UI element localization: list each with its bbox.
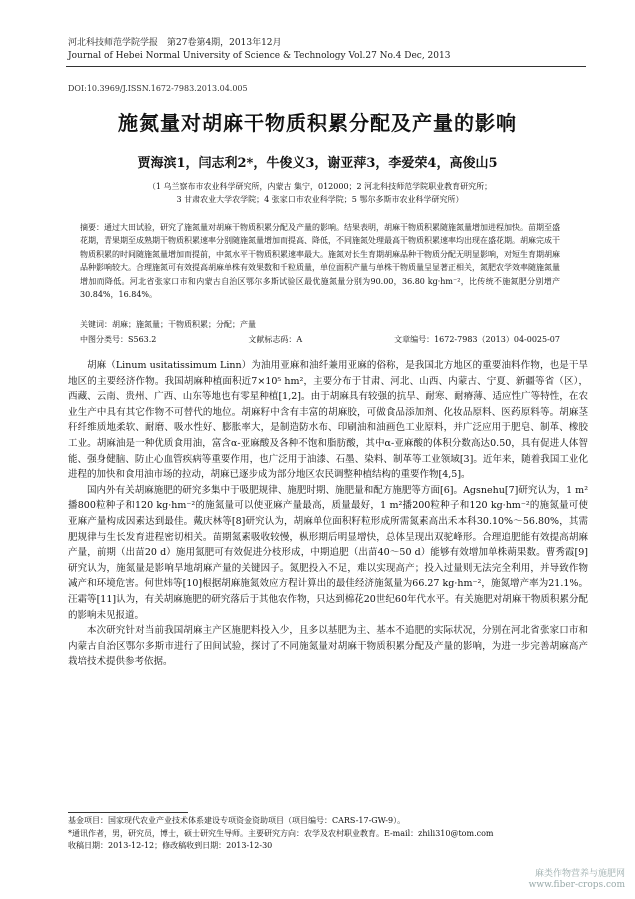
watermark bbox=[529, 869, 625, 891]
affiliation-line: （1 乌兰察布市农业科学研究所，内蒙古 集宁，012000；2 河北科技师范学院职业教育研究所； bbox=[147, 182, 493, 191]
classification-line bbox=[80, 334, 560, 345]
affiliations bbox=[100, 180, 540, 206]
article-number: 文章编号：1672-7983（2013）04-0025-07 bbox=[394, 335, 560, 344]
header-rule bbox=[66, 66, 586, 67]
keywords: 关键词：胡麻；施氮量；干物质积累；分配；产量 bbox=[80, 320, 256, 329]
clc-number: 中图分类号：S563.2 bbox=[80, 335, 157, 344]
document-code: 文献标志码：A bbox=[248, 335, 303, 344]
body-paragraph: 胡麻（Linum usitatissimum Linn）为油用亚麻和油纤兼用亚麻的俗称，是我国北方地区的重要油料作物，也是干旱地区的主要经济作物。我国胡麻种植面积近7×10⁵ hm²，主要分布于甘肃、河北、山西、内蒙古、宁夏、新疆等省（区），西藏、云南、贵州、广西、山东等地也有零星种植[1,2]。由于胡麻具有较强的抗旱、耐寒、耐瘠薄、适应性广等特性，在农业生产中具有其它作物不可替代的地位。胡麻籽中含有丰富的胡麻胶，可做食品添加剂、化妆品原料、医药原料等。胡麻茎秆纤维质地柔软、耐磨、吸水性好、膨胀率大，是制造防水布、印刷油和油画色工业原料，并广泛应用于肥皂、制革、橡胶工业。胡麻油是一种优质食用油，富含α-亚麻酸及各种不饱和脂肪酸，其中α-亚麻酸的体积分数高达0.50，具有促进人体智能、强身健脑、防止心血管疾病等重要作用，也广泛用于油漆、石墨、染料、制革等工业领域[3]。近年来，随着我国工业化进程的加快和食用油市场的拉动，胡麻已逐步成为部分地区农民调整种植结构的重要作物[4,5]。 bbox=[68, 360, 588, 481]
abstract: 摘要：通过大田试验，研究了施氮量对胡麻干物质积累分配及产量的影响。结果表明，胡麻干物质积累随施氮量增加进程加快。苗期至盛花期，青果期至成熟期干物质积累速率分别随施氮量增加而提高、降低，不同施氮处理最高干物质积累速率均出现在盛花期。胡麻完成干物质积累的时间随施氮量增加而提前，中氮水平干物质积累速率最大。施氮对长生育期胡麻品种干物质分配无明显影响，对短生育期胡麻品种影响较大。合理施氮可有效提高胡麻单株有效果数和千粒质量，单位面积产量与单株干物质量呈显著正相关，氮肥农学效率随施氮量增加而降低。河北省张家口市和内蒙古自治区鄂尔多斯试验区最优施氮量分别为90.00，36.80 kg·hm⁻²，比传统不施氮肥分别增产30.84%，16.84%。 bbox=[80, 223, 560, 300]
affiliation-line: 3 甘肃农业大学农学院；4 张家口市农业科学院；5 鄂尔多斯市农业科学研究所） bbox=[176, 195, 464, 204]
watermark-name: 麻类作物营养与施肥网 bbox=[534, 869, 625, 879]
footnote-rule bbox=[68, 812, 188, 813]
footnote-funding: 基金项目：国家现代农业产业技术体系建设专项资金资助项目（项目编号：CARS-17-GW-9）。 bbox=[68, 816, 406, 825]
doi: DOI:10.3969/J.ISSN.1672-7983.2013.04.005 bbox=[68, 84, 248, 93]
journal-header-en: Journal of Hebei Normal University of Science & Technology Vol.27 No.4 Dec, 2013 bbox=[68, 51, 451, 61]
body-text bbox=[68, 358, 588, 670]
watermark-url: www.fiber-crops.com bbox=[528, 880, 625, 890]
footnote-author: *通讯作者，男，研究员，博士，硕士研究生导师。主要研究方向：农学及农村职业教育。E-mail：zhili310@tom.com bbox=[68, 828, 494, 838]
footnotes bbox=[68, 815, 588, 853]
journal-header bbox=[68, 37, 450, 63]
journal-header-cn: 河北科技师范学院学报 第27卷第4期，2013年12月 bbox=[68, 38, 282, 48]
paper-title: 施氮量对胡麻干物质积累分配及产量的影响 bbox=[118, 111, 517, 135]
body-paragraph: 本次研究针对当前我国胡麻主产区施肥料投入少，且多以基肥为主、基本不追肥的实际状况，分别在河北省张家口市和内蒙古自治区鄂尔多斯市进行了田间试验，探讨了不同施氮量对胡麻干物质积累分配及产量的影响，为进一步完善胡麻高产栽培技术提供参考依据。 bbox=[68, 625, 588, 668]
footnote-dates: 收稿日期：2013-12-12；修改稿收到日期：2013-12-30 bbox=[68, 841, 273, 850]
author-list: 贾海滨1，闫志利2*，牛俊义3，谢亚萍3，李爱荣4，高俊山5 bbox=[137, 156, 498, 171]
body-paragraph: 国内外有关胡麻施肥的研究多集中于吸肥规律、施肥时期、施肥量和配方施肥等方面[6]。Agsnehu[7]研究认为，1 m²播800粒种子和120 kg·hm⁻²的施氮量可以使亚麻产量最高，质量最好，1 m²播200粒种子和120 kg·hm⁻²的施氮量可使亚麻产量构成因素达到最佳。戴庆林等[8]研究认为，胡麻单位面积籽粒形成所需氮素高出禾本科30.10%～56.80%，其需肥规律与生长发育进程密切相关。苗期氮素吸收较慢，枞形期后明显增快，总体呈现出双驼峰形。合理追肥能有效提高胡麻产量，前期（出苗20 d）施用氮肥可有效促进分枝形成，中期追肥（出苗40～50 d）能够有效增加单株蒴果数。曹秀霞[9]研究认为，施氮量是影响旱地胡麻产量的关键因子。氮肥投入不足，难以实现高产；投入过量则无法完全利用，并导致作物减产和环境危害。何世炜等[10]根据胡麻施氮效应方程计算出的最佳经济施氮量为66.27 kg·hm⁻²，施氮增产率为21.1%。汪霜等[11]认为，有关胡麻施肥的研究落后于其他农作物，只达到棉花20世纪60年代水平。有关施肥对胡麻干物质积累分配的影响未见报道。 bbox=[68, 484, 588, 621]
